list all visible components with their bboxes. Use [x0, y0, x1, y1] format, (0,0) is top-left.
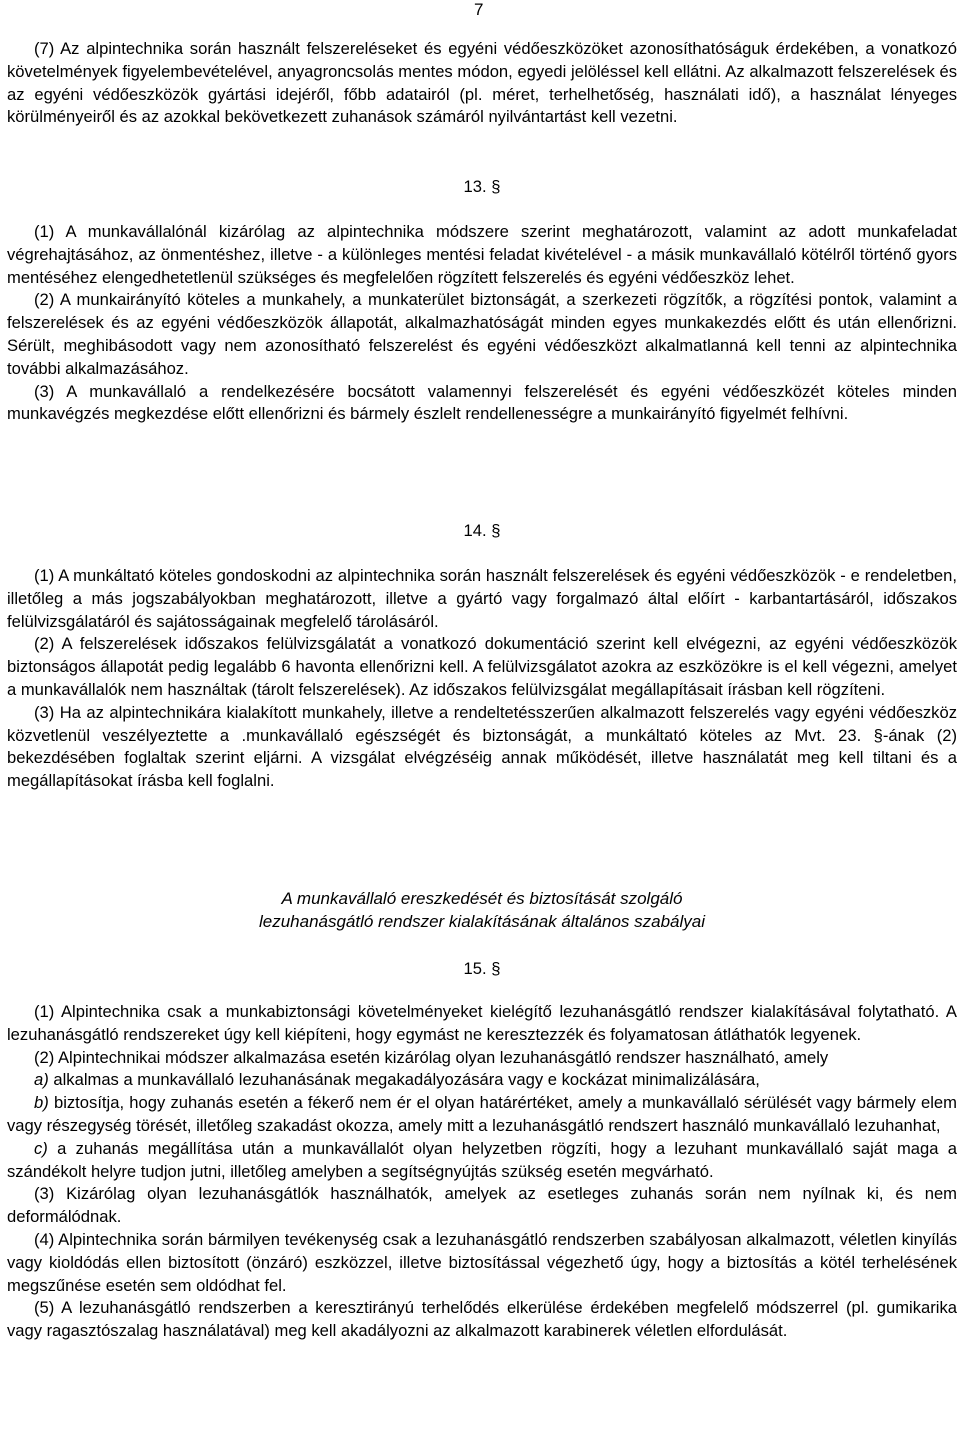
section-13-body — [7, 221, 957, 426]
section-14-block — [7, 520, 957, 542]
list-item-text: biztosítja, hogy zuhanás esetén a fékerő nem ér el olyan határértéket, amely a munkavállaló sérülését vagy bármely elem vagy részegység törését, illetőleg szakadást okozza, amely mitt a lezuhanásgátló rendszert használó munkavállaló lezuhanhat, — [7, 1093, 957, 1135]
paragraph-text: (5) A lezuhanásgátló rendszerben a keresztirányú terhelődés elkerülése érdekében megfelelő módszerrel (pl. gumikarika vagy ragasztószalag használatával) meg kell akadályozni az alkalmazott karabinerek véletlen elfordulását. — [7, 1298, 957, 1341]
paragraph — [7, 1297, 957, 1343]
paragraph-text: (3) Ha az alpintechnikára kialakított munkahely, illetve a rendeltetésszerűen alkalmazott felszerelés vagy egyéni védőeszköz közvetlenül veszélyeztette a .munkavállaló egészségét és biztonságát, a munkáltató köteles az Mvt. 23. §-ának (2) bekezdésében foglaltak szerint eljárni. A vizsgálat elvégzéséig annak működését, illetve használatát meg kell tiltani és a megállapításokat írásba kell foglalni. — [7, 702, 957, 791]
list-item-label: a) — [34, 1070, 49, 1090]
list-item — [7, 1092, 957, 1138]
paragraph — [7, 1229, 957, 1297]
section-15-block — [7, 958, 957, 980]
paragraph — [7, 633, 957, 701]
paragraph-text: (4) Alpintechnika során bármilyen tevékenység csak a lezuhanásgátló rendszerben szabályosan alkalmazott, véletlen kinyílás vagy kioldódás ellen biztosított (önzáró) eszközzel, illetve biztosítással végezhető úgy, hogy a biztosítás a kötél terhelésének megszűnése esetén sem oldódhat fel. — [7, 1229, 957, 1295]
section-heading: 13. § — [463, 177, 501, 196]
section-15-body — [7, 1001, 957, 1343]
paragraph-text: (2) A munkairányító köteles a munkahely, a munkaterület biztonságát, a szerkezeti rögzítők, a rögzítési pontok, valamint a felszerelések és az egyéni védőeszközök állapotát, alkalmazhatóságát minden egyes munkakezdés előtt és után ellenőrizni. Sérült, meghibásodott vagy nem azonosítható felszerelést és egyéni védőeszközt alkalmatlanná kell tenni az alpintechnika további alkalmazásához. — [7, 290, 957, 378]
paragraph-text: (3) Kizárólag olyan lezuhanásgátlók használhatók, amelyek az esetleges zuhanás során nem nyílnak ki, és nem deformálódnak. — [7, 1184, 957, 1227]
paragraph-text: (1) Alpintechnika csak a munkabiztonsági követelményeket kielégítő lezuhanásgátló rendszer kialakításával folytatható. A lezuhanásgátló rendszereket úgy kell kiépíteni, hogy egymást ne keresztezzék és folyamatosan átláthatók legyenek. — [7, 1002, 957, 1044]
paragraph — [7, 1001, 957, 1047]
section-13-block — [7, 176, 957, 198]
list-item — [7, 1138, 957, 1184]
list-item-label: c) — [34, 1138, 48, 1158]
paragraph — [7, 221, 957, 289]
subtitle-block — [7, 887, 957, 933]
subtitle-line: A munkavállaló ereszkedését és biztosítását szolgáló — [281, 889, 683, 908]
section-heading: 14. § — [463, 521, 501, 540]
paragraph — [7, 702, 957, 793]
list-item — [7, 1069, 957, 1092]
list-item-text: a zuhanás megállítása után a munkavállalót olyan helyzetben rögzíti, hogy a lezuhant munkavállaló saját maga a szándékolt helyre tudjon jutni, illetőleg amelyben a segítségnyújtás szükség esetén megvárható. — [7, 1138, 957, 1181]
paragraph-text: (2) A felszerelések időszakos felülvizsgálatát a vonatkozó dokumentáció szerint kell elvégezni, az egyéni védőeszközök biztonságos állapotát pedig legalább 6 havonta ellenőrizni kell. A felülvizsgálatot azokra az eszközökre is el kell végezni, amelyet a munkavállalók nem használtak (tárolt felszerelések). Az időszakos felülvizsgálat megállapításait írásban kell rögzíteni. — [7, 634, 957, 699]
paragraph-text: (7) Az alpintechnika során használt felszereléseket és egyéni védőeszközöket azonosíthatóságuk érdekében, a vonatkozó követelmények figyelembevételével, anyagroncsolás mentes módon, egyedi jelöléssel kell ellátni. Az alkalmazott felszerelések és az egyéni védőeszközök gyártási idejéről, főbb adatairól (pl. méret, terhelhetőség, használati idő), a használat lényeges körülményeiről és az azokkal bekövetkezett zuhanások számáról nyilvántartást kell vezetni. — [7, 39, 957, 127]
paragraph-text: (2) Alpintechnikai módszer alkalmazása esetén kizárólag olyan lezuhanásgátló rendszer használható, amely — [34, 1047, 829, 1067]
list-item-label: b) — [34, 1093, 49, 1113]
page-number: 7 — [474, 0, 484, 19]
paragraph — [7, 381, 957, 427]
paragraph — [7, 38, 957, 129]
paragraph-text: (3) A munkavállaló a rendelkezésére bocsátott valamennyi felszerelését és egyéni védőeszközét köteles minden munkavégzés megkezdése előtt ellenőrizni és bármely észlelt rendellenességre a munkairányító figyelmét felhívni. — [7, 381, 957, 424]
paragraph — [7, 1047, 957, 1070]
paragraph — [7, 289, 957, 380]
paragraph — [7, 1183, 957, 1229]
subtitle-line: lezuhanásgátló rendszer kialakításának általános szabályai — [258, 912, 706, 931]
section-heading: 15. § — [463, 959, 501, 978]
paragraph — [7, 565, 957, 633]
paragraph-text: (1) A munkáltató köteles gondoskodni az alpintechnika során használt felszerelések és egyéni védőeszközök - e rendeletben, illetőleg a más jogszabályokban meghatározott, illetve a gyártó vagy forgalmazó által előírt - karbantartásáról, időszakos felülvizsgálatáról és sajátosságainak megfelelő tárolásáról. — [7, 566, 957, 631]
list-item-text: alkalmas a munkavállaló lezuhanásának megakadályozására vagy e kockázat minimalizálására, — [48, 1070, 760, 1090]
paragraph-text: (1) A munkavállalónál kizárólag az alpintechnika módszere szerint meghatározott, valamint az adott munkafeladat végrehajtásához, az önmentéshez, illetve - a különleges mentési feladat kivételével - a másik munkavállaló kötélről történő gyors mentéséhez elengedhetetlenül szükséges és megfelelően rögzített felszerelés és egyéni védőeszköz lehet. — [7, 222, 957, 287]
section-14-body — [7, 565, 957, 793]
section-12-block — [7, 38, 957, 129]
